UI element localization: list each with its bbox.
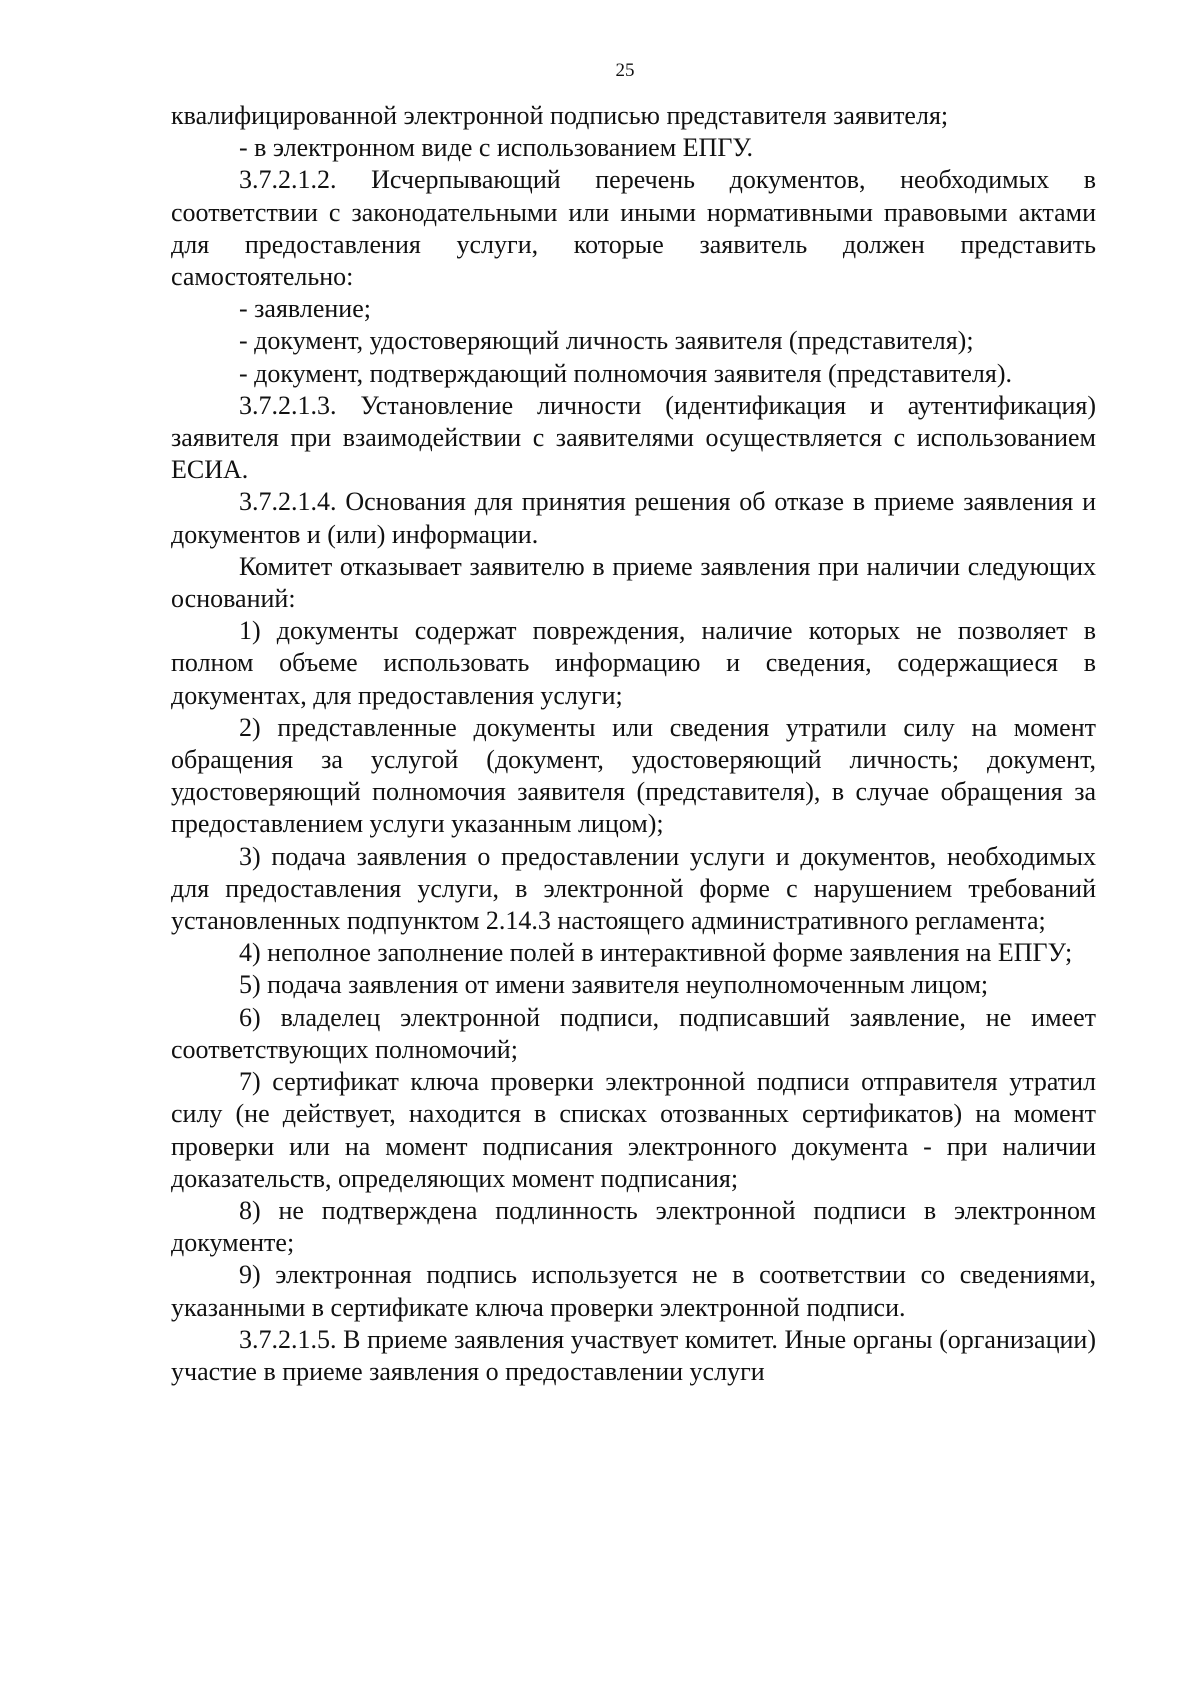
page-number: 25: [615, 60, 635, 81]
paragraph: 9) электронная подпись используется не в соответствии со сведениями, указанными в сертификате ключа проверки электронной подписи.: [171, 1260, 1096, 1322]
paragraph: 8) не подтверждена подлинность электронной подписи в электронном документе;: [171, 1195, 1096, 1258]
paragraph: 2) представленные документы или сведения утратили силу на момент обращения за услугой (документ, удостоверяющий личность; документ, удостоверяющий полномочия заявителя (представителя), в случае обращения за предоставлением услуги указанным лицом);: [171, 712, 1096, 839]
paragraph: Комитет отказывает заявителю в приеме заявления при наличии следующих оснований:: [171, 551, 1096, 614]
paragraph: 6) владелец электронной подписи, подписавший заявление, не имеет соответствующих полномочий;: [171, 1002, 1096, 1064]
paragraph: 4) неполное заполнение полей в интерактивной форме заявления на ЕПГУ;: [239, 938, 1073, 968]
paragraph: квалифицированной электронной подписью представителя заявителя;: [171, 101, 949, 130]
paragraph: - заявление;: [239, 294, 371, 324]
paragraph: 3) подача заявления о предоставлении услуги и документов, необходимых для предоставления услуги, в электронной форме с нарушением требований установленных подпунктом 2.14.3 настоящего административного регламента;: [171, 841, 1096, 936]
paragraph: 3.7.2.1.4. Основания для принятия решения об отказе в приеме заявления и документов и (или) информации.: [171, 487, 1096, 549]
paragraph: - документ, подтверждающий полномочия заявителя (представителя).: [239, 358, 1012, 388]
paragraph: 3.7.2.1.2. Исчерпывающий перечень документов, необходимых в соответствии с законодательными или иными нормативными правовыми актами для предоставления услуги, которые заявитель должен представить самостоятельно:: [171, 165, 1096, 292]
paragraph: - документ, удостоверяющий личность заявителя (представителя);: [239, 326, 974, 356]
paragraph: 1) документы содержат повреждения, наличие которых не позволяет в полном объеме использовать информацию и сведения, содержащиеся в документах, для предоставления услуги;: [171, 616, 1096, 710]
paragraph: 3.7.2.1.3. Установление личности (идентификация и аутентификация) заявителя при взаимодействии с заявителями осуществляется с использованием ЕСИА.: [171, 390, 1096, 485]
paragraph: 7) сертификат ключа проверки электронной подписи отправителя утратил силу (не действует, находится в списках отозванных сертификатов) на момент проверки или на момент подписания электронного документа - при наличии доказательств, определяющих момент подписания;: [171, 1067, 1096, 1193]
paragraph: - в электронном виде с использованием ЕПГУ.: [239, 133, 754, 163]
paragraph: 3.7.2.1.5. В приеме заявления участвует комитет. Иные органы (организации) участие в приеме заявления о предоставлении услуги: [171, 1324, 1096, 1386]
document-body: [171, 100, 1096, 1388]
paragraph: 5) подача заявления от имени заявителя неуполномоченным лицом;: [239, 970, 989, 1000]
